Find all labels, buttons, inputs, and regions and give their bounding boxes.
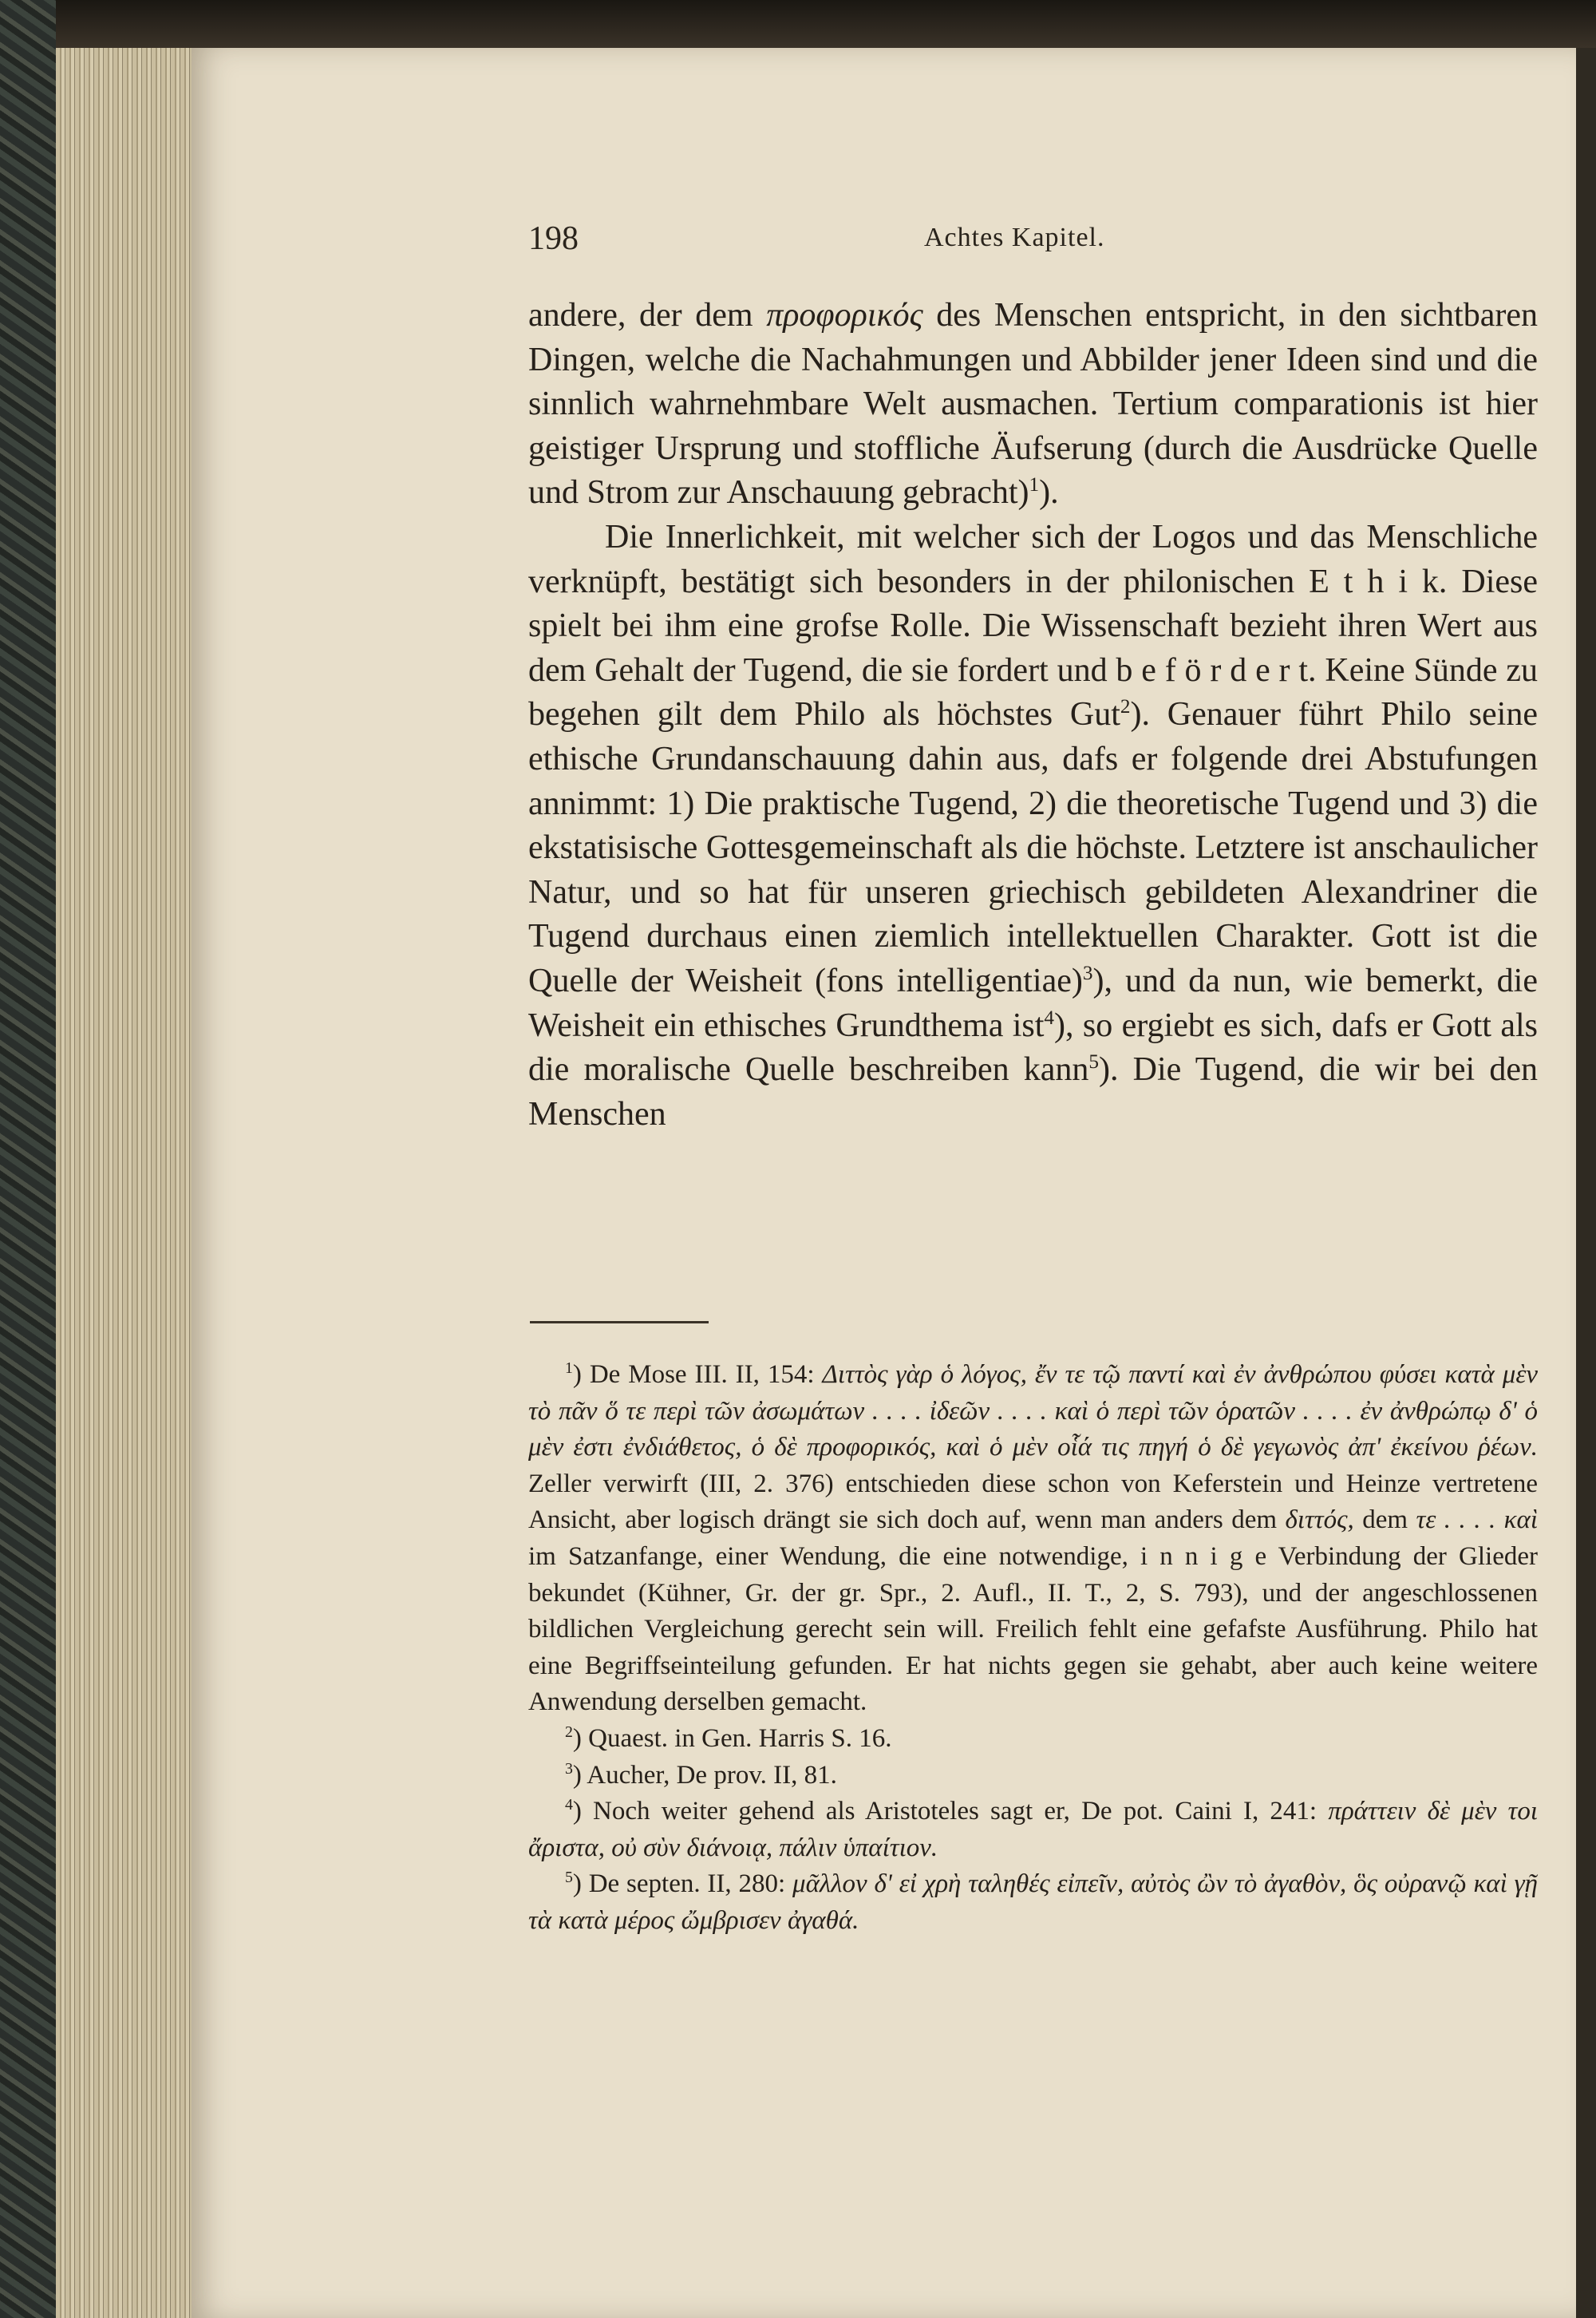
footnote-ref: 4	[1044, 1007, 1055, 1029]
page-header	[528, 220, 1538, 267]
footnote-mark: 1	[565, 1359, 573, 1378]
greek-quote: Διττὸς γὰρ ὁ λόγος, ἔν τε τῷ παντί καὶ ἐν ἀνθρώπου φύσει κατὰ μὲν τὸ πᾶν ὅ τε περὶ τῶν ἀσωμάτων . . . . ἰδεῶν . . . . καὶ ὁ περὶ τῶν ὁρατῶν . . . . ἐν ἀνθρώπῳ δ' ὁ μὲν ἐστι ἐνδιάθετος, ὁ δὲ προφορικός, καὶ ὁ μὲν οἷά τις πηγή ὁ δὲ γεγωνὸς ἀπ' ἐκείνου ῥέων.	[528, 1360, 1538, 1462]
page-edges	[56, 40, 200, 2318]
page-number: 198	[528, 220, 579, 257]
footnote-4	[528, 1794, 1538, 1866]
text-run: des Menschen entspricht, in den sichtbaren Dingen, welche die Nachahmungen und Abbilder jener Ideen sind und die sinnlich wahrnehmbare Welt ausmachen. Tertium comparationis ist hier geistiger Ursprung und stoffliche Äufserung (durch die Ausdrücke Quelle und Strom zur Anschauung gebracht)	[528, 297, 1538, 512]
footnote-text: ) Noch weiter gehend als Aristoteles sagt er, De pot. Caini I, 241:	[572, 1797, 1329, 1826]
footnote-text: ) Quaest. in Gen. Harris S. 16.	[572, 1723, 892, 1753]
footnote-mark: 5	[565, 1869, 573, 1887]
paragraph-2	[528, 516, 1538, 1137]
footnote-separator	[530, 1321, 709, 1323]
footnote-text: dem	[1353, 1505, 1416, 1535]
top-shadow	[56, 0, 1596, 48]
footnote-text: ) De septen. II, 280:	[572, 1869, 792, 1899]
footnote-1	[528, 1357, 1538, 1721]
footnote-text: ) De Mose III. II, 154:	[572, 1360, 823, 1389]
footnote-ref: 5	[1088, 1050, 1100, 1073]
book-binding	[0, 0, 56, 2318]
footnote-mark: 3	[565, 1759, 573, 1778]
text-run: Die Innerlichkeit, mit welcher sich der Logos und das Menschliche verknüpft, bestätigt sich besonders in der philonischen E t h i k. Diese spielt bei ihm eine grofse Rolle. Die Wissenschaft bezieht ihren Wert aus dem Gehalt der Tugend, die sie fordert und b e f ö r d e r t. Keine Sünde zu begehen gilt dem Philo als höchstes Gut	[528, 518, 1538, 734]
text-run: ). Genauer führt Philo seine ethische Grundanschauung dahin aus, dafs er folgende drei Abstufungen annimmt: 1) Die praktische Tugend, 2) die theoretische Tugend und 3) die ekstatisische Gottesgemeinschaft als die höchste. Letztere ist anschaulicher Natur, und so hat für unseren griechisch gebildeten Alexandriner die Tugend durchaus einen ziemlich intellektuellen Charakter. Gott ist die Quelle der Weisheit (fons intelligentiae)	[528, 696, 1538, 999]
text-run: ). Die Tugend, die wir bei den Menschen	[528, 1051, 1538, 1133]
text-run: ).	[1039, 474, 1059, 512]
greek-term: προφορικός	[766, 297, 923, 334]
paragraph-1	[528, 294, 1538, 516]
footnote-text: im Satzanfange, einer Wendung, die eine notwendige, i n n i g e Verbindung der Glieder bekundet (Kühner, Gr. der gr. Spr., 2. Aufl., II. T., 2, S. 793), und der angeschlossenen bildlichen Vergleichung gerecht sein will. Freilich fehlt eine gefafste Ausführung. Philo hat eine Begriffseinteilung gefunden. Er hat nichts gegen sie gehabt, aber auch keine weitere Anwendung derselben gemacht.	[528, 1541, 1538, 1717]
greek-quote: μᾶλλον δ' εἰ χρὴ ταληθές εἰπεῖν, αὐτὸς ὢν τὸ ἀγαθὸν, ὃς οὐρανῷ καὶ γῇ τὰ κατὰ μέρος ὤμβρισεν ἀγαθά.	[528, 1869, 1538, 1935]
body-text	[528, 294, 1538, 1137]
footnote-5	[528, 1866, 1538, 1939]
footnote-mark: 2	[565, 1723, 573, 1742]
footnotes	[528, 1357, 1538, 1940]
footnote-text: Zeller verwirft (III, 2. 376) entschieden diese schon von Keferstein und Heinze vertretene Ansicht, aber logisch drängt sie sich doch auf, wenn man anders dem	[528, 1469, 1538, 1535]
footnote-text: ) Aucher, De prov. II, 81.	[572, 1760, 837, 1790]
footnote-ref: 1	[1029, 474, 1040, 496]
footnote-3	[528, 1758, 1538, 1794]
footnote-ref: 3	[1082, 962, 1093, 984]
running-title: Achtes Kapitel.	[924, 223, 1105, 252]
footnote-2	[528, 1721, 1538, 1758]
footnote-ref: 2	[1120, 696, 1131, 718]
greek-term: τε . . . . καὶ	[1416, 1505, 1538, 1535]
greek-quote: πράττειν δὲ μὲν τοι ἄριστα, οὐ σὺν διάνοιᾳ, πάλιν ὑπαίτιον.	[528, 1797, 1539, 1862]
text-run: ), so ergiebt es sich, dafs er Gott als die moralische Quelle beschreiben kann	[528, 1007, 1539, 1089]
greek-term: διττός,	[1285, 1505, 1354, 1535]
footnote-mark: 4	[565, 1796, 573, 1814]
text-run: ), und da nun, wie bemerkt, die Weisheit ein ethisches Grundthema ist	[528, 962, 1538, 1044]
text-run: andere, der dem	[528, 297, 767, 334]
